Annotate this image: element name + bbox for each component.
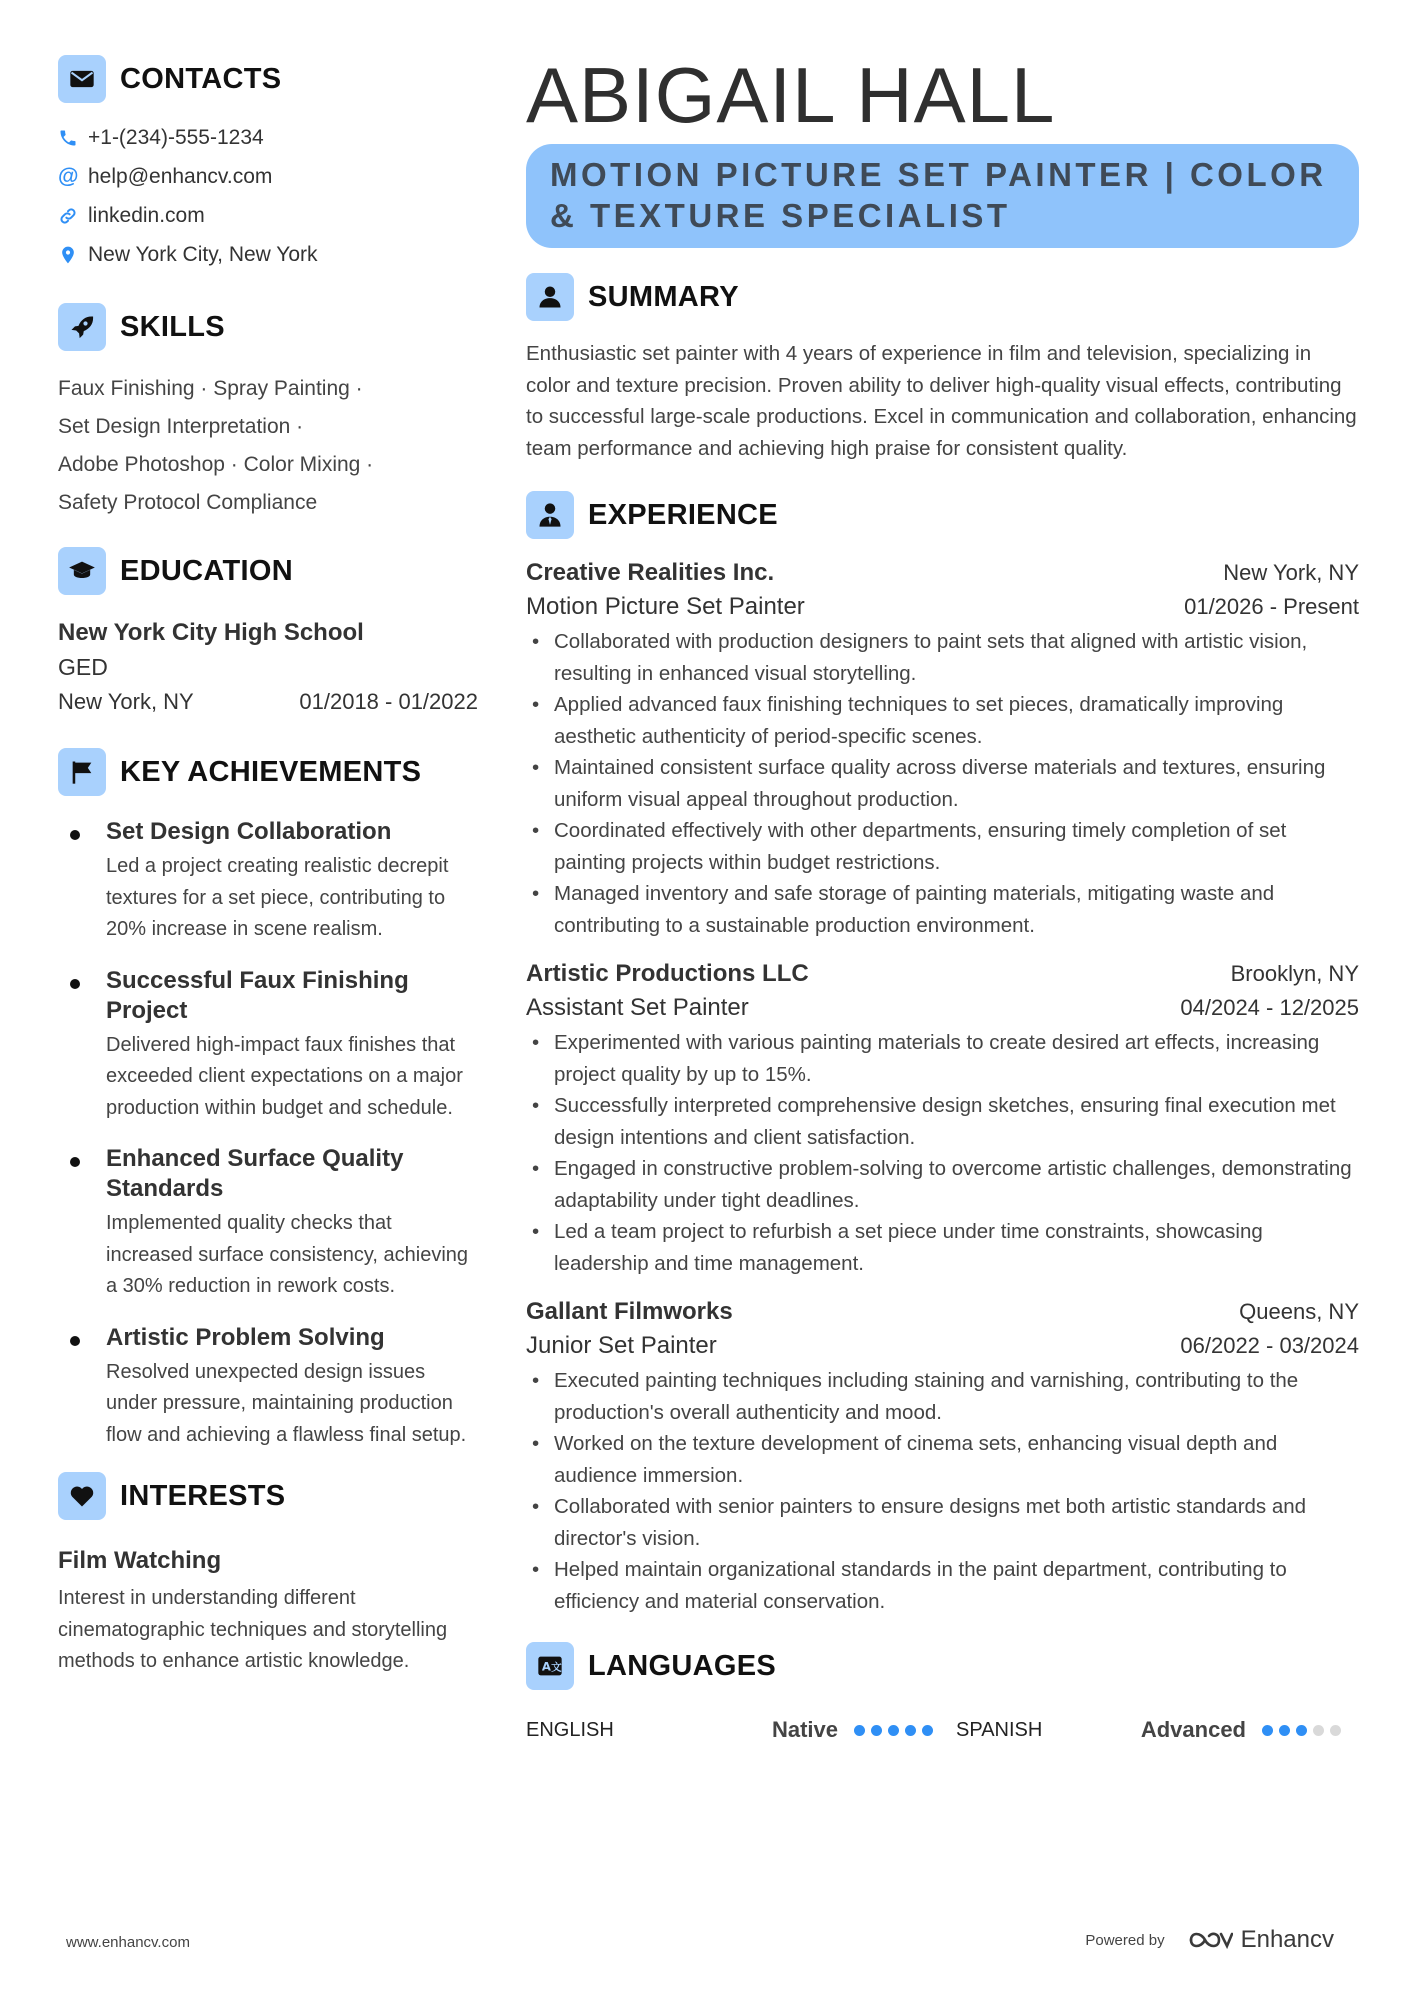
job-dates: 04/2024 - 12/2025 bbox=[1180, 995, 1359, 1020]
job-bullet: • Helped maintain organizational standards in the paint department, contributing to efficiency and material conservation. bbox=[526, 1554, 1359, 1617]
svg-text:A: A bbox=[541, 1659, 551, 1674]
job-role: Junior Set Painter bbox=[526, 1332, 717, 1359]
left-column bbox=[58, 54, 478, 1678]
enhancv-logo[interactable] bbox=[1187, 1926, 1334, 1954]
achievement-desc: Implemented quality checks that increased surface consistency, achieving a 30% reduction in rework costs. bbox=[106, 1212, 469, 1297]
job-dates: 01/2026 - Present bbox=[1184, 594, 1359, 619]
rating-dot-filled bbox=[1296, 1725, 1307, 1736]
achievement-title: Enhanced Surface Quality Standards bbox=[106, 1145, 404, 1202]
languages-heading bbox=[526, 1641, 1359, 1691]
rating-dot-filled bbox=[922, 1725, 933, 1736]
achievement-item bbox=[58, 966, 478, 1125]
achievement-desc: Resolved unexpected design issues under pressure, maintaining production flow and achieving a flawless final setup. bbox=[106, 1360, 467, 1446]
job-bullet: • Applied advanced faux finishing techniques to set pieces, dramatically improving aesthetic authenticity of period-specific scenes. bbox=[526, 689, 1359, 752]
enhancv-brand-text: Enhancv bbox=[1240, 1926, 1334, 1953]
skills-list bbox=[58, 370, 478, 522]
right-column bbox=[526, 50, 1359, 1743]
heart-icon bbox=[58, 1472, 106, 1520]
education-title: EDUCATION bbox=[120, 554, 293, 587]
experience-heading bbox=[526, 490, 1359, 540]
skills-heading bbox=[58, 302, 478, 352]
svg-text:文: 文 bbox=[551, 1661, 562, 1674]
experience-title: EXPERIENCE bbox=[588, 498, 778, 531]
job-bullet: • Engaged in constructive problem-solving to overcome artistic challenges, demonstrating adaptability under tight deadlines. bbox=[526, 1153, 1359, 1216]
rocket-icon bbox=[58, 303, 106, 351]
contact-phone[interactable] bbox=[58, 118, 478, 157]
rating-dot-filled bbox=[1262, 1725, 1273, 1736]
summary-heading bbox=[526, 272, 1359, 322]
contacts-heading bbox=[58, 54, 478, 104]
job-bullet: • Collaborated with senior painters to ensure designs met both artistic standards and director's vision. bbox=[526, 1491, 1359, 1554]
job-bullet: • Maintained consistent surface quality across diverse materials and textures, ensuring uniform visual appeal throughout production. bbox=[526, 752, 1359, 815]
achievement-title: Set Design Collaboration bbox=[106, 818, 392, 845]
job-bullet: • Managed inventory and safe storage of painting materials, mitigating waste and contributing to a sustainable production environment. bbox=[526, 878, 1359, 941]
achievements-heading bbox=[58, 747, 478, 797]
job-bullet: • Successfully interpreted comprehensive design sketches, ensuring final execution met design intentions and client satisfaction. bbox=[526, 1090, 1359, 1153]
contact-location bbox=[58, 235, 478, 274]
location-pin-icon bbox=[58, 245, 88, 265]
interests-title: INTERESTS bbox=[120, 1479, 286, 1512]
rating-dot-filled bbox=[888, 1725, 899, 1736]
job-bullet: • Collaborated with production designers to paint sets that aligned with artistic vision, resulting in enhanced visual storytelling. bbox=[526, 626, 1359, 689]
rating-dot-filled bbox=[1279, 1725, 1290, 1736]
graduation-cap-icon bbox=[58, 547, 106, 595]
job-location: Queens, NY bbox=[1239, 1299, 1359, 1324]
flag-icon bbox=[58, 748, 106, 796]
summary-text: Enthusiastic set painter with 4 years of experience in film and television, specializing in color and texture precision. Proven ability to deliver high-quality visual effects, contributing to successful large-scale productions. Excel in communication and collaboration, enhancing team performance and achieving high praise for consistent quality. bbox=[526, 342, 1357, 460]
link-icon bbox=[58, 206, 88, 226]
location-text: New York City, New York bbox=[88, 242, 318, 266]
job-bullets bbox=[526, 626, 1359, 941]
education-meta bbox=[58, 685, 478, 719]
job-bullets bbox=[526, 1365, 1359, 1617]
job-bullet: • Executed painting techniques including staining and varnishing, contributing to the production's overall authenticity and mood. bbox=[526, 1365, 1359, 1428]
interest-desc: Interest in understanding different cinematographic techniques and storytelling methods to enhance artistic knowledge. bbox=[58, 1587, 448, 1672]
enhancv-logo-icon bbox=[1187, 1928, 1233, 1952]
language-rating bbox=[1262, 1725, 1341, 1736]
company-name: Artistic Productions LLC bbox=[526, 960, 809, 987]
languages-row bbox=[526, 1717, 1359, 1743]
job-role: Motion Picture Set Painter bbox=[526, 593, 805, 620]
bullet-dot bbox=[70, 1157, 80, 1167]
contact-email[interactable] bbox=[58, 157, 478, 196]
language-name: ENGLISH bbox=[526, 1718, 614, 1741]
job-entry bbox=[526, 556, 1359, 941]
job-location: New York, NY bbox=[1223, 560, 1359, 585]
rating-dot-filled bbox=[871, 1725, 882, 1736]
achievement-title: Artistic Problem Solving bbox=[106, 1323, 385, 1351]
language-name: SPANISH bbox=[956, 1718, 1043, 1741]
experience-section bbox=[526, 490, 1359, 1617]
interests-heading bbox=[58, 1471, 478, 1521]
language-item bbox=[526, 1717, 956, 1743]
contacts-title: CONTACTS bbox=[120, 62, 282, 95]
rating-dot-empty bbox=[1330, 1725, 1341, 1736]
rating-dot-empty bbox=[1313, 1725, 1324, 1736]
job-title-banner: MOTION PICTURE SET PAINTER | COLOR & TEXTURE SPECIALIST bbox=[526, 144, 1359, 248]
achievement-desc: Delivered high-impact faux finishes that exceeded client expectations on a major production within budget and schedule. bbox=[106, 1033, 463, 1119]
achievement-item bbox=[58, 1144, 478, 1303]
at-icon: @ bbox=[58, 164, 79, 188]
job-location: Brooklyn, NY bbox=[1230, 961, 1359, 986]
contacts-list bbox=[58, 118, 478, 274]
linkedin-text: linkedin.com bbox=[88, 203, 205, 227]
achievement-item bbox=[58, 1323, 478, 1452]
education-entry bbox=[58, 616, 478, 719]
phone-icon bbox=[58, 128, 88, 148]
translate-icon bbox=[526, 1642, 574, 1690]
bullet-dot bbox=[70, 979, 80, 989]
powered-by-label: Powered by bbox=[1085, 1931, 1165, 1949]
rating-dot-filled bbox=[854, 1725, 865, 1736]
education-heading bbox=[58, 546, 478, 596]
candidate-name: ABIGAIL HALL bbox=[526, 51, 1056, 139]
email-text: help@enhancv.com bbox=[88, 164, 273, 188]
languages-title: LANGUAGES bbox=[588, 1649, 776, 1682]
person-icon bbox=[526, 273, 574, 321]
language-level: Advanced bbox=[1140, 1717, 1246, 1742]
achievement-title: Successful Faux Finishing Project bbox=[106, 966, 409, 1024]
summary-section bbox=[526, 272, 1359, 464]
language-rating bbox=[854, 1725, 933, 1736]
achievement-item bbox=[58, 817, 478, 946]
bullet-dot bbox=[70, 1336, 80, 1346]
contact-linkedin[interactable] bbox=[58, 196, 478, 235]
job-role: Assistant Set Painter bbox=[526, 994, 749, 1021]
job-entry bbox=[526, 957, 1359, 1279]
job-bullet: • Experimented with various painting materials to create desired art effects, increasing project quality by up to 15%. bbox=[526, 1027, 1359, 1090]
skills-line: Set Design Interpretation · bbox=[58, 415, 304, 438]
job-dates: 06/2022 - 03/2024 bbox=[1180, 1333, 1359, 1358]
languages-section bbox=[526, 1641, 1359, 1743]
skills-line: Adobe Photoshop · Color Mixing · bbox=[58, 453, 374, 476]
job-bullet: • Worked on the texture development of cinema sets, enhancing visual depth and audience immersion. bbox=[526, 1428, 1359, 1491]
envelope-icon bbox=[58, 55, 106, 103]
bullet-dot bbox=[70, 830, 80, 840]
footer-website[interactable]: www.enhancv.com bbox=[66, 1934, 190, 1951]
language-item bbox=[956, 1717, 1359, 1743]
company-name: Creative Realities Inc. bbox=[526, 559, 775, 586]
rating-dot-filled bbox=[905, 1725, 916, 1736]
job-bullet: • Led a team project to refurbish a set piece under time constraints, showcasing leadership and time management. bbox=[526, 1216, 1359, 1279]
school-name: New York City High School bbox=[58, 619, 364, 646]
skills-line: Faux Finishing · Spray Painting · bbox=[58, 377, 363, 400]
summary-title: SUMMARY bbox=[588, 280, 739, 313]
achievements-title: KEY ACHIEVEMENTS bbox=[120, 755, 422, 788]
skills-title: SKILLS bbox=[120, 310, 225, 343]
skills-line: Safety Protocol Compliance bbox=[58, 491, 318, 514]
company-name: Gallant Filmworks bbox=[526, 1298, 733, 1325]
footer-branding bbox=[1085, 1926, 1334, 1954]
interest-title: Film Watching bbox=[58, 1547, 222, 1574]
achievements-list bbox=[58, 817, 478, 1451]
phone-text: +1-(234)-555-1234 bbox=[88, 125, 264, 149]
education-location: New York, NY bbox=[58, 689, 194, 714]
job-bullet: • Coordinated effectively with other departments, ensuring timely completion of set painting projects within budget restrictions. bbox=[526, 815, 1359, 878]
job-entry bbox=[526, 1295, 1359, 1617]
briefcase-person-icon bbox=[526, 491, 574, 539]
education-dates: 01/2018 - 01/2022 bbox=[299, 689, 478, 714]
job-bullets bbox=[526, 1027, 1359, 1279]
language-level: Native bbox=[771, 1717, 838, 1742]
achievement-desc: Led a project creating realistic decrepit textures for a set piece, contributing to 20% increase in scene realism. bbox=[106, 855, 449, 940]
degree: GED bbox=[58, 654, 108, 680]
